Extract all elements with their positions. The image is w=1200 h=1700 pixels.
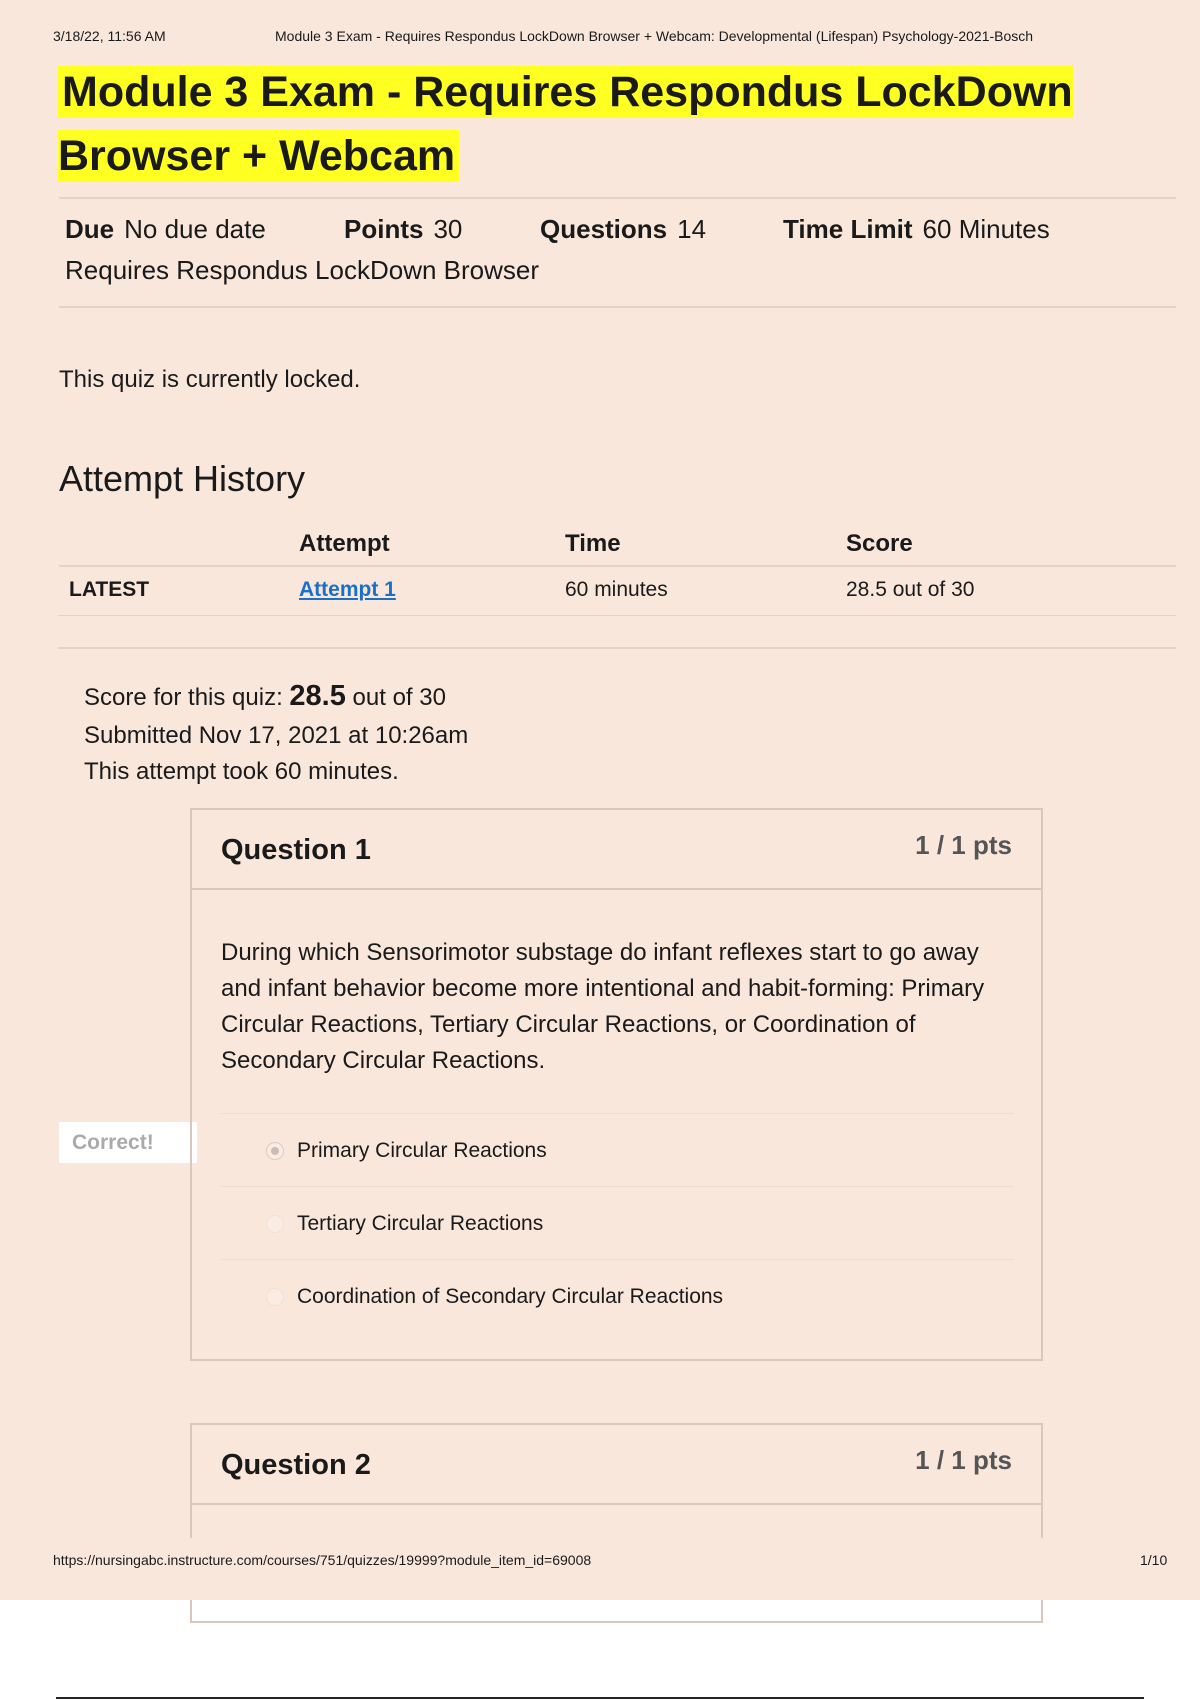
meta-due-value: No due date (124, 214, 266, 244)
correct-badge: Correct! (59, 1122, 197, 1163)
latest-badge: LATEST (69, 578, 150, 601)
meta-time-limit-label: Time Limit (783, 214, 913, 244)
table-row-divider (59, 615, 1176, 616)
divider (59, 306, 1176, 308)
quiz-score-label: Score for this quiz: (84, 684, 290, 711)
lock-notice: This quiz is currently locked. (59, 366, 361, 393)
answer-option[interactable]: Coordination of Secondary Circular Reactions (297, 1285, 724, 1308)
answer-radio-selected[interactable] (266, 1142, 284, 1160)
meta-time-limit (783, 214, 1050, 245)
meta-points-label: Points (344, 214, 424, 244)
column-header-attempt: Attempt (299, 530, 390, 557)
question-title: Question 1 (221, 834, 371, 866)
meta-questions-label: Questions (540, 214, 668, 244)
meta-points-value: 30 (433, 214, 463, 244)
question-title: Question 2 (221, 1449, 371, 1481)
attempt-history-heading: Attempt History (59, 458, 306, 499)
question-header (192, 1425, 1041, 1505)
page-title-text: Module 3 Exam - Requires Respondus LockDown Browser + Webcam (58, 68, 1073, 180)
page-title (58, 60, 1148, 188)
meta-due (65, 214, 266, 245)
meta-questions-value: 14 (677, 214, 707, 244)
meta-time-limit-value: 60 Minutes (922, 214, 1050, 244)
attempt-time: 60 minutes (565, 578, 668, 601)
answer-divider (221, 1186, 1014, 1187)
question-points: 1 / 1 pts (915, 830, 1012, 860)
print-url: https://nursingabc.instructure.com/courses/751/quizzes/19999?module_item_id=69008 (53, 1552, 592, 1568)
print-header-title: Module 3 Exam - Requires Respondus LockDown Browser + Webcam: Developmental (Lifespan) Psychology-2021-Bosch (275, 28, 1034, 44)
table-header-divider (59, 565, 1176, 567)
column-header-score: Score (846, 530, 913, 557)
divider (59, 197, 1176, 199)
answer-option[interactable]: Tertiary Circular Reactions (297, 1212, 544, 1235)
quiz-score-value: 28.5 (289, 680, 346, 712)
meta-due-label: Due (65, 214, 115, 244)
column-header-time: Time (565, 530, 621, 557)
print-date: 3/18/22, 11:56 AM (53, 28, 166, 44)
question-card (190, 808, 1043, 1361)
quiz-score-total: out of 30 (345, 684, 446, 711)
attempt-1-link[interactable]: Attempt 1 (299, 578, 396, 601)
quiz-score (84, 680, 446, 713)
attempt-duration: This attempt took 60 minutes. (84, 758, 399, 785)
divider (59, 647, 1176, 649)
answer-radio[interactable] (266, 1288, 284, 1306)
question-header (192, 810, 1041, 890)
meta-points (344, 214, 462, 245)
lockdown-requirement: Requires Respondus LockDown Browser (65, 255, 540, 285)
question-points: 1 / 1 pts (915, 1445, 1012, 1475)
answer-option[interactable]: Primary Circular Reactions (297, 1139, 547, 1162)
answer-divider (221, 1113, 1014, 1114)
page-number: 1/10 (1140, 1552, 1168, 1568)
page-edge-line (56, 1697, 1144, 1699)
question-text: During which Sensorimotor substage do infant reflexes start to go away and infant behavior become more intentional and habit-forming: Primary Circular Reactions, Tertiary Circular Reactions, or Coordination of Secondary Circular Reactions. (221, 939, 985, 1074)
attempt-score: 28.5 out of 30 (846, 578, 975, 601)
answer-radio[interactable] (266, 1215, 284, 1233)
submitted-timestamp: Submitted Nov 17, 2021 at 10:26am (84, 722, 469, 749)
answer-divider (221, 1259, 1014, 1260)
footer-band (0, 1538, 1200, 1600)
meta-questions (540, 214, 706, 245)
